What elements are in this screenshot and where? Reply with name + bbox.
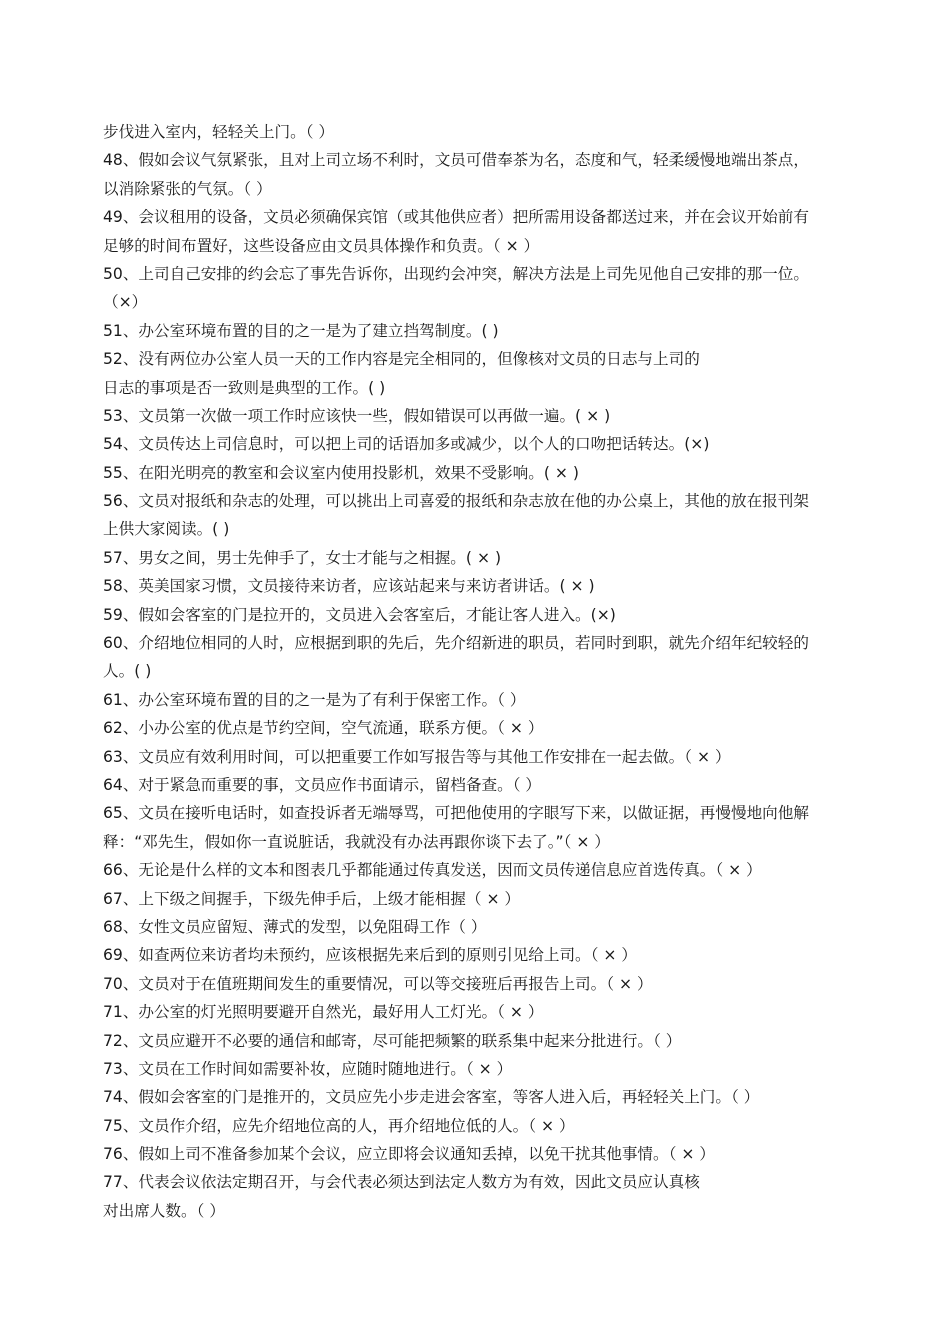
text-line: 68、女性文员应留短、薄式的发型，以免阻碍工作（ ） <box>103 917 487 936</box>
text-line: 人。( ) <box>103 662 152 681</box>
text-line: 以消除紧张的气氛。（ ） <box>103 179 272 198</box>
text-line: 71、办公室的灯光照明要避开自然光，最好用人工灯光。（ × ） <box>103 1003 544 1022</box>
text-line: 66、无论是什么样的文本和图表几乎都能通过传真发送，因而文员传递信息应首选传真。（ × ） <box>103 861 762 880</box>
text-line: 64、对于紧急而重要的事，文员应作书面请示，留档备查。（ ） <box>103 775 542 794</box>
text-line: 58、英美国家习惯，文员接待来访者，应该站起来与来访者讲话。( × ) <box>103 577 595 596</box>
text-line: 日志的事项是否一致则是典型的工作。( ) <box>103 378 386 397</box>
text-line: 51、办公室环境布置的目的之一是为了建立挡驾制度。( ) <box>103 321 499 340</box>
text-line: 52、没有两位办公室人员一天的工作内容是完全相同的，但像核对文员的日志与上司的 <box>103 350 700 369</box>
text-line: 73、文员在工作时间如需要补妆，应随时随地进行。（ × ） <box>103 1059 513 1078</box>
text-line: 57、男女之间，男士先伸手了，女士才能与之相握。( × ) <box>103 548 502 567</box>
text-line: 74、假如会客室的门是推开的，文员应先小步走进会客室，等客人进入后，再轻轻关上门。（ ） <box>103 1088 760 1107</box>
text-line: 76、假如上司不准备参加某个会议，应立即将会议通知丢掉，以免干扰其他事情。（ × ） <box>103 1145 715 1164</box>
text-line: 49、会议租用的设备，文员必须确保宾馆（或其他供应者）把所需用设备都送过来，并在会议开始前有 <box>103 208 809 227</box>
text-line: 上供大家阅读。( ) <box>103 520 230 539</box>
text-line: 释：“邓先生，假如你一直说脏话，我就没有办法再跟你谈下去了。”（ × ） <box>103 832 610 851</box>
text-line: 65、文员在接听电话时，如查投诉者无端辱骂，可把他使用的字眼写下来，以做证据，再慢慢地向他解 <box>103 804 809 823</box>
text-line: （×） <box>103 293 148 312</box>
text-line: 53、文员第一次做一项工作时应该快一些，假如错误可以再做一遍。( × ) <box>103 406 611 425</box>
text-line: 步伐进入室内，轻轻关上门。（ ） <box>103 123 335 141</box>
text-line: 60、介绍地位相同的人时，应根据到职的先后，先介绍新进的职员，若同时到职，就先介绍年纪较轻的 <box>103 634 809 653</box>
document-page <box>103 118 848 1225</box>
text-line: 69、如查两位来访者均未预约，应该根据先来后到的原则引见给上司。（ × ） <box>103 946 638 965</box>
text-line: 48、假如会议气氛紧张，且对上司立场不利时，文员可借奉茶为名，态度和气，轻柔缓慢地端出茶点， <box>103 151 809 170</box>
text-line: 54、文员传达上司信息时，可以把上司的话语加多或减少，以个人的口吻把话转达。(×) <box>103 435 710 454</box>
text-line: 61、办公室环境布置的目的之一是为了有利于保密工作。（ ） <box>103 690 526 709</box>
text-line: 足够的时间布置好，这些设备应由文员具体操作和负责。（ × ） <box>103 236 540 255</box>
text-line: 77、代表会议依法定期召开，与会代表必须达到法定人数方为有效，因此文员应认真核 <box>103 1173 700 1192</box>
text-line: 对出席人数。（ ） <box>103 1201 225 1220</box>
text-line: 59、假如会客室的门是拉开的，文员进入会客室后，才能让客人进入。(×) <box>103 605 616 624</box>
text-line: 75、文员作介绍，应先介绍地位高的人，再介绍地位低的人。（ × ） <box>103 1116 575 1135</box>
text-line: 62、小办公室的优点是节约空间，空气流通，联系方便。（ × ） <box>103 719 544 738</box>
text-line: 72、文员应避开不必要的通信和邮寄，尽可能把频繁的联系集中起来分批进行。（ ） <box>103 1031 682 1050</box>
text-line: 50、上司自己安排的约会忘了事先告诉你，出现约会冲突，解决方法是上司先见他自己安排的那一位。 <box>103 264 809 283</box>
text-line: 70、文员对于在值班期间发生的重要情况，可以等交接班后再报告上司。（ × ） <box>103 974 653 993</box>
text-line: 56、文员对报纸和杂志的处理，可以挑出上司喜爱的报纸和杂志放在他的办公桌上，其他的放在报刊架 <box>103 492 809 511</box>
text-line: 63、文员应有效利用时间，可以把重要工作如写报告等与其他工作安排在一起去做。（ × ） <box>103 747 731 766</box>
text-line: 55、在阳光明亮的教室和会议室内使用投影机，效果不受影响。( × ) <box>103 463 580 482</box>
text-line: 67、上下级之间握手，下级先伸手后，上级才能相握（ × ） <box>103 889 521 908</box>
